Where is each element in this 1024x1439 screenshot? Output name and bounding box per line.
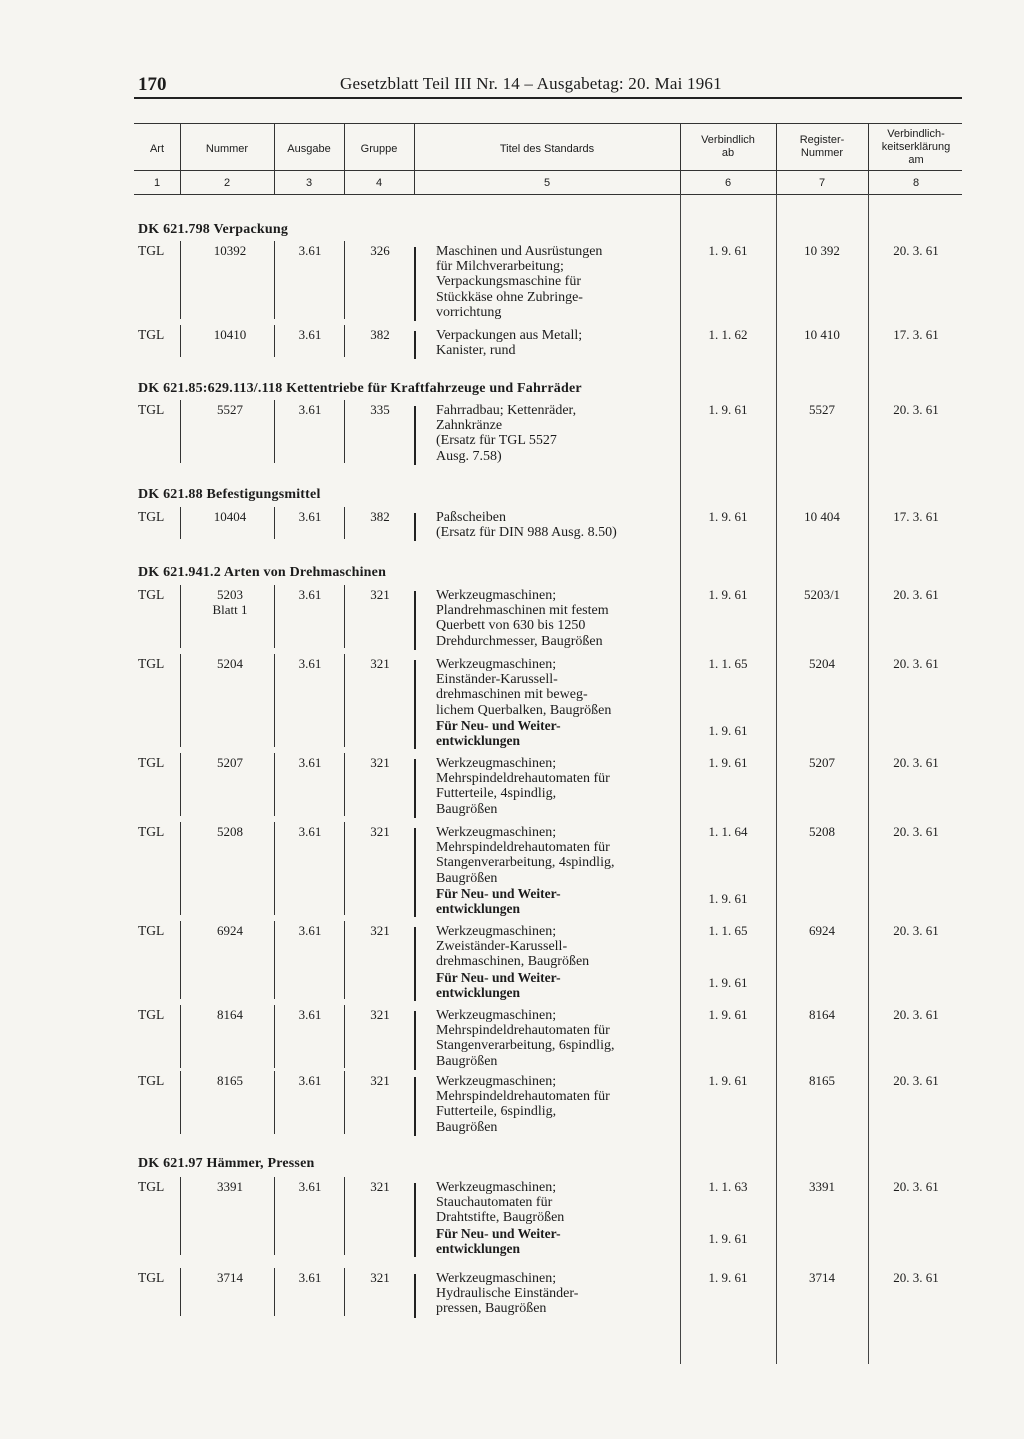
title-line: Drehdurchmesser, Baugrößen [436, 633, 603, 649]
title-line: für Milchverarbeitung; [436, 259, 564, 275]
verbindlich-cell: 1. 9. 61 [708, 1230, 748, 1246]
title-line: Verpackungsmaschine für [436, 274, 582, 290]
verbindlich-cell: 1. 1. 65 [708, 923, 748, 938]
verbindlich-cell: 1. 9. 61 [708, 243, 748, 258]
row-col-separator [274, 822, 275, 915]
erklaerung-cell: 20. 3. 61 [893, 402, 939, 417]
nummer-cell [186, 923, 274, 938]
verbindlich-cell: 1. 9. 61 [708, 402, 748, 417]
title-line: Stangenverarbeitung, 6spindlig, [436, 1038, 615, 1054]
section-heading: DK 621.88 Befestigungsmittel [138, 487, 321, 502]
title-line: Fahrradbau; Kettenräder, [436, 403, 577, 418]
title-separator [414, 828, 416, 917]
title-line: Für Neu- und Weiter- [436, 1225, 561, 1241]
column-header-label: keitserklärung [881, 141, 951, 153]
row-col-separator [274, 1005, 275, 1068]
title-line: Drahtstifte, Baugrößen [436, 1210, 565, 1226]
section-heading: DK 621.941.2 Arten von Drehmaschinen [138, 565, 387, 580]
nummer-line: 3714 [217, 1270, 243, 1285]
ausgabe-cell: 3.61 [298, 1270, 322, 1285]
nummer-cell [186, 755, 274, 770]
verbindlich-cell: 1. 9. 61 [708, 1270, 748, 1285]
nummer-line: 5204 [217, 656, 243, 671]
title-separator [414, 406, 416, 465]
register-cell: 8165 [809, 1073, 835, 1088]
verbindlich-cell: 1. 9. 61 [708, 755, 748, 770]
row-col-separator [344, 822, 345, 915]
column-header [274, 143, 344, 156]
erklaerung-cell: 20. 3. 61 [893, 824, 939, 839]
row-col-separator [274, 654, 275, 747]
register-cell: 10 392 [804, 243, 840, 258]
row-col-separator [344, 585, 345, 648]
row-col-separator [180, 325, 181, 357]
title-cell [436, 1271, 676, 1317]
row-col-separator [344, 1005, 345, 1068]
verbindlich-cell: 1. 9. 61 [708, 509, 748, 524]
verbindlich-cell: 1. 1. 62 [708, 327, 748, 342]
nummer-line: Blatt 1 [212, 602, 248, 617]
column-header-label: ab [721, 147, 735, 159]
row-col-separator [274, 753, 275, 816]
column-header-label: Gruppe [360, 143, 398, 155]
art-cell: TGL [138, 587, 165, 602]
row-col-separator [274, 400, 275, 463]
nummer-cell [186, 327, 274, 342]
row-col-separator [344, 1177, 345, 1255]
title-cell [436, 1008, 676, 1069]
verbindlich-cell: 1. 9. 61 [708, 1007, 748, 1022]
nummer-cell [186, 1007, 274, 1022]
register-cell: 5203/1 [803, 587, 841, 602]
title-cell [436, 657, 676, 748]
art-cell: TGL [138, 923, 165, 938]
title-line: Für Neu- und Weiter- [436, 885, 561, 901]
erklaerung-cell: 17. 3. 61 [893, 327, 939, 342]
title-line: Baugrößen [436, 1053, 498, 1069]
gruppe-cell: 321 [370, 656, 390, 671]
register-cell: 5204 [809, 656, 835, 671]
row-col-separator [180, 1005, 181, 1068]
title-line: entwicklungen [436, 984, 521, 1000]
nummer-line: 8165 [217, 1073, 243, 1088]
verbindlich-cell: 1. 9. 61 [708, 974, 748, 990]
section-heading: DK 621.97 Hämmer, Pressen [138, 1156, 315, 1171]
row-col-separator [180, 753, 181, 816]
ausgabe-cell: 3.61 [298, 755, 322, 770]
column-header [868, 128, 964, 167]
title-line: Werkzeugmaschinen; [436, 825, 557, 840]
table-top-rule [134, 123, 962, 124]
column-header-label: Verbindlich [701, 134, 755, 146]
title-separator [414, 591, 416, 650]
title-line: entwicklungen [436, 1240, 521, 1256]
title-line: Plandrehmaschinen mit festem [436, 603, 609, 619]
title-line: Werkzeugmaschinen; [436, 588, 557, 603]
row-col-separator [344, 507, 345, 539]
register-cell: 3714 [809, 1270, 835, 1285]
nummer-cell [186, 509, 274, 524]
title-separator [414, 1077, 416, 1136]
title-line: Werkzeugmaschinen; [436, 756, 557, 771]
column-header-label: Verbindlich- [887, 128, 945, 140]
title-separator [414, 927, 416, 1001]
title-line: Hydraulische Einständer- [436, 1286, 579, 1302]
register-cell: 10 410 [804, 327, 840, 342]
register-cell: 6924 [809, 923, 835, 938]
title-line: Für Neu- und Weiter- [436, 969, 561, 985]
title-line: Werkzeugmaschinen; [436, 657, 557, 672]
running-head: Gesetzblatt Teil III Nr. 14 – Ausgabetag: 20. Mai 1961 [340, 74, 722, 93]
gruppe-cell: 335 [370, 402, 390, 417]
row-col-separator [274, 507, 275, 539]
nummer-cell [186, 243, 274, 258]
column-number: 3 [305, 177, 313, 189]
title-line: Werkzeugmaschinen; [436, 1074, 557, 1089]
nummer-line: 10410 [213, 327, 247, 342]
title-line: drehmaschinen, Baugrößen [436, 954, 590, 970]
register-cell: 3391 [809, 1179, 835, 1194]
ausgabe-cell: 3.61 [298, 923, 322, 938]
column-header [180, 143, 274, 156]
column-number: 4 [375, 177, 383, 189]
ausgabe-cell: 3.61 [298, 587, 322, 602]
title-cell [436, 924, 676, 1000]
erklaerung-cell: 20. 3. 61 [893, 656, 939, 671]
art-cell: TGL [138, 1179, 165, 1194]
art-cell: TGL [138, 755, 165, 770]
title-line: entwicklungen [436, 901, 521, 917]
row-col-separator [180, 1177, 181, 1255]
title-separator [414, 1183, 416, 1257]
title-line: Futterteile, 6spindlig, [436, 1104, 557, 1120]
ausgabe-cell: 3.61 [298, 1179, 322, 1194]
art-cell: TGL [138, 1007, 165, 1022]
row-col-separator [180, 241, 181, 319]
gruppe-cell: 382 [370, 327, 390, 342]
column-header-label: Nummer [800, 147, 844, 159]
title-cell [436, 510, 676, 540]
nummer-cell [186, 1179, 274, 1194]
title-line: Baugrößen [436, 870, 498, 886]
gruppe-cell: 321 [370, 1007, 390, 1022]
title-separator [414, 513, 416, 541]
title-line: (Ersatz für TGL 5527 [436, 433, 557, 449]
row-col-separator [344, 1268, 345, 1316]
erklaerung-cell: 17. 3. 61 [893, 509, 939, 524]
title-line: Zweiständer-Karussell- [436, 939, 568, 955]
title-line: lichem Querbalken, Baugrößen [436, 702, 612, 718]
nummer-line: 10392 [213, 243, 247, 258]
column-number: 6 [724, 177, 732, 189]
register-cell: 5527 [809, 402, 835, 417]
title-line: Für Neu- und Weiter- [436, 717, 561, 733]
title-cell [436, 1180, 676, 1256]
column-header [344, 143, 414, 156]
title-line: Werkzeugmaschinen; [436, 1180, 557, 1195]
title-line: Paßscheiben [436, 510, 506, 525]
column-header [414, 143, 680, 156]
column-rule [776, 194, 777, 1364]
title-line: Mehrspindeldrehautomaten für [436, 771, 610, 787]
title-line: Futterteile, 4spindlig, [436, 786, 557, 802]
nummer-line: 5208 [217, 824, 243, 839]
nummer-line: 3391 [217, 1179, 243, 1194]
register-cell: 5208 [809, 824, 835, 839]
column-number: 7 [818, 177, 826, 189]
title-line: Maschinen und Ausrüstungen [436, 244, 603, 259]
column-header-label: Nummer [205, 143, 249, 155]
row-col-separator [180, 507, 181, 539]
verbindlich-cell: 1. 9. 61 [708, 890, 748, 906]
verbindlich-cell: 1. 1. 63 [708, 1179, 748, 1194]
title-separator [414, 247, 416, 321]
title-line: Werkzeugmaschinen; [436, 1008, 557, 1023]
title-line: drehmaschinen mit beweg- [436, 687, 588, 703]
title-line: Stauchautomaten für [436, 1195, 553, 1211]
nummer-line: 5203 [217, 587, 243, 602]
title-cell [436, 756, 676, 817]
art-cell: TGL [138, 243, 165, 258]
column-number: 5 [543, 177, 551, 189]
row-col-separator [344, 1071, 345, 1134]
gruppe-cell: 321 [370, 1179, 390, 1194]
title-line: (Ersatz für DIN 988 Ausg. 8.50) [436, 525, 617, 541]
row-col-separator [180, 822, 181, 915]
column-header-label: Art [149, 143, 165, 155]
nummer-cell [186, 656, 274, 671]
row-col-separator [180, 654, 181, 747]
column-header [776, 134, 868, 160]
title-line: Baugrößen [436, 801, 498, 817]
gruppe-cell: 321 [370, 1073, 390, 1088]
title-line: Mehrspindeldrehautomaten für [436, 840, 610, 856]
art-cell: TGL [138, 1270, 165, 1285]
verbindlich-cell: 1. 9. 61 [708, 1073, 748, 1088]
title-line: pressen, Baugrößen [436, 1301, 547, 1317]
title-line: vorrichtung [436, 304, 502, 320]
title-line: Werkzeugmaschinen; [436, 924, 557, 939]
gruppe-cell: 326 [370, 243, 390, 258]
ausgabe-cell: 3.61 [298, 1007, 322, 1022]
nummer-cell [186, 402, 274, 417]
title-line: Zahnkränze [436, 418, 503, 434]
title-cell [436, 825, 676, 916]
ausgabe-cell: 3.61 [298, 824, 322, 839]
title-line: Kanister, rund [436, 343, 516, 359]
column-header-label: Titel des Standards [499, 143, 595, 155]
title-line: Werkzeugmaschinen; [436, 1271, 557, 1286]
art-cell: TGL [138, 402, 165, 417]
title-separator [414, 331, 416, 359]
verbindlich-cell: 1. 9. 61 [708, 587, 748, 602]
nummer-cell [186, 824, 274, 839]
row-col-separator [344, 753, 345, 816]
title-line: entwicklungen [436, 733, 521, 749]
nummer-cell [186, 1270, 274, 1285]
title-cell [436, 403, 676, 464]
verbindlich-cell: 1. 9. 61 [708, 722, 748, 738]
column-number: 2 [223, 177, 231, 189]
gruppe-cell: 321 [370, 587, 390, 602]
row-col-separator [180, 1071, 181, 1134]
row-col-separator [344, 400, 345, 463]
art-cell: TGL [138, 509, 165, 524]
row-col-separator [274, 1071, 275, 1134]
title-cell [436, 588, 676, 649]
gruppe-cell: 321 [370, 824, 390, 839]
verbindlich-cell: 1. 1. 64 [708, 824, 748, 839]
title-cell [436, 1074, 676, 1135]
register-cell: 10 404 [804, 509, 840, 524]
erklaerung-cell: 20. 3. 61 [893, 923, 939, 938]
title-line: Stangenverarbeitung, 4spindlig, [436, 855, 615, 871]
title-line: Querbett von 630 bis 1250 [436, 618, 586, 634]
row-col-separator [180, 921, 181, 999]
row-col-separator [274, 1268, 275, 1316]
page-number: 170 [138, 74, 167, 95]
ausgabe-cell: 3.61 [298, 656, 322, 671]
register-cell: 8164 [809, 1007, 835, 1022]
art-cell: TGL [138, 824, 165, 839]
title-line: Baugrößen [436, 1119, 498, 1135]
title-line: Mehrspindeldrehautomaten für [436, 1023, 610, 1039]
row-col-separator [180, 585, 181, 648]
art-cell: TGL [138, 656, 165, 671]
erklaerung-cell: 20. 3. 61 [893, 1073, 939, 1088]
nummer-line: 5527 [217, 402, 243, 417]
row-col-separator [274, 1177, 275, 1255]
row-col-separator [274, 921, 275, 999]
erklaerung-cell: 20. 3. 61 [893, 1270, 939, 1285]
title-separator [414, 1274, 416, 1318]
header-rule [134, 97, 962, 99]
nummer-cell [186, 1073, 274, 1088]
column-header-label: Ausgabe [287, 143, 331, 155]
table-subhead-rule-2 [134, 194, 962, 195]
title-separator [414, 1011, 416, 1070]
nummer-line: 8164 [217, 1007, 243, 1022]
column-header-label: Register- [799, 134, 845, 146]
section-heading: DK 621.85:629.113/.118 Kettentriebe für Kraftfahrzeuge und Fahrräder [138, 381, 582, 396]
art-cell: TGL [138, 1073, 165, 1088]
ausgabe-cell: 3.61 [298, 509, 322, 524]
column-number: 8 [912, 177, 920, 189]
title-separator [414, 660, 416, 749]
row-col-separator [274, 325, 275, 357]
title-line: Stückkäse ohne Zubringe- [436, 289, 583, 305]
verbindlich-cell: 1. 1. 65 [708, 656, 748, 671]
nummer-line: 10404 [213, 509, 247, 524]
erklaerung-cell: 20. 3. 61 [893, 1007, 939, 1022]
row-col-separator [344, 241, 345, 319]
art-cell: TGL [138, 327, 165, 342]
row-col-separator [180, 400, 181, 463]
row-col-separator [344, 654, 345, 747]
erklaerung-cell: 20. 3. 61 [893, 243, 939, 258]
erklaerung-cell: 20. 3. 61 [893, 1179, 939, 1194]
gruppe-cell: 321 [370, 755, 390, 770]
gruppe-cell: 382 [370, 509, 390, 524]
column-header [134, 143, 180, 156]
gruppe-cell: 321 [370, 923, 390, 938]
title-line: Einständer-Karussell- [436, 672, 558, 688]
nummer-line: 6924 [217, 923, 243, 938]
section-heading: DK 621.798 Verpackung [138, 222, 289, 237]
ausgabe-cell: 3.61 [298, 243, 322, 258]
column-number: 1 [153, 177, 161, 189]
ausgabe-cell: 3.61 [298, 402, 322, 417]
title-line: Ausg. 7.58) [436, 448, 502, 464]
nummer-line: 5207 [217, 755, 243, 770]
row-col-separator [344, 921, 345, 999]
gruppe-cell: 321 [370, 1270, 390, 1285]
column-header [680, 134, 776, 160]
register-cell: 5207 [809, 755, 835, 770]
erklaerung-cell: 20. 3. 61 [893, 587, 939, 602]
ausgabe-cell: 3.61 [298, 1073, 322, 1088]
table-subhead-rule [134, 170, 962, 171]
row-col-separator [274, 241, 275, 319]
title-cell [436, 328, 676, 358]
row-col-separator [274, 585, 275, 648]
row-col-separator [180, 1268, 181, 1316]
column-header-label: am [908, 154, 924, 166]
title-line: Verpackungen aus Metall; [436, 328, 583, 343]
erklaerung-cell: 20. 3. 61 [893, 755, 939, 770]
ausgabe-cell: 3.61 [298, 327, 322, 342]
title-line: Mehrspindeldrehautomaten für [436, 1089, 610, 1105]
title-separator [414, 759, 416, 818]
title-cell [436, 244, 676, 320]
row-col-separator [344, 325, 345, 357]
nummer-cell [186, 587, 274, 617]
